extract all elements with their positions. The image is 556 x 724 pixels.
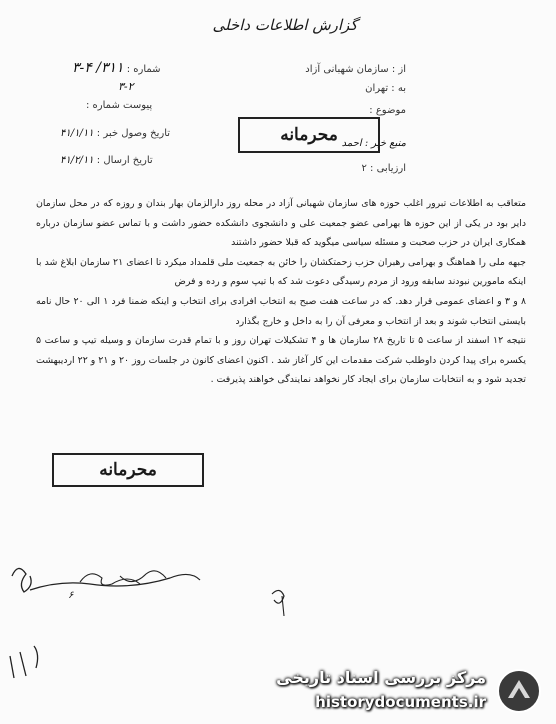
to-field <box>365 83 406 94</box>
confidential-stamp-bottom: محرمانه <box>52 453 204 487</box>
subject-label: موضوع : <box>369 105 406 116</box>
report-date-label: تاریخ وصول خبر : <box>96 128 171 139</box>
number-sub: ۳-۲ <box>118 80 134 93</box>
watermark-name: مرکز بررسی اسناد تاریخی <box>276 668 486 687</box>
body-paragraph: نتیجه ۱۲ اسفند از ساعت ۵ تا تاریخ ۲۸ سازمان ها و ۴ تشکیلات تهران روز و با تمام قدرت سازمان و وسیله تیپ و ساعت ۵ یکسره برای پیدا کردن داوطلب شرکت مقدمات این کار آغاز شد . اکنون اعضای کانون در جلسات روز ۲۰ و ۲۱ و ۲۲ اردیبهشت تجدید شود و به انتخابات سازمان برای ایجاد کار نخواهد نمایندگی خواهند پذیرفت . <box>36 335 527 386</box>
report-title: گزارش اطلاعات داخلی <box>212 16 358 34</box>
evaluation-field <box>362 163 407 174</box>
handwritten-signatures <box>0 560 556 680</box>
send-date-field <box>60 155 153 166</box>
send-date-label: تاریخ ارسال : <box>96 155 153 166</box>
source-label: منبع خبر : احمد <box>341 138 406 149</box>
confidential-stamp-top: محرمانه <box>238 117 380 153</box>
margin-note: ۶ <box>68 590 74 601</box>
report-date-value: ۴۱/۱/۱۱ <box>60 128 94 139</box>
from-label: از : سازمان شهبانی آزاد <box>305 64 406 75</box>
send-date-value: ۴۱/۲/۱۱ <box>60 155 94 166</box>
number-value: ۳۱۱/ ۴-۳ <box>72 60 124 76</box>
attachment-field <box>86 100 152 111</box>
number-field <box>72 60 161 76</box>
subject-field <box>369 105 406 116</box>
from-field <box>305 64 406 75</box>
evaluation-label: ارزیابی : ۲ <box>361 163 406 174</box>
number-label: شماره : <box>126 64 161 75</box>
to-label: به : تهران <box>365 83 406 94</box>
body-paragraph: متعاقب به اطلاعات تبرور اغلب حوزه های سازمان شهبانی آزاد در محله روز دارالزمان بهار بندان و روزه که در محل سازمان دایر بود در یکی از این حوزه ها بهرامی عضو جمعیت علی و دانشجوی دانشکده حضور داشت و با تماس عضو سازمان درباره همکاری ایران در حزب صحبت و مسئله سیاسی میگوید که قبلا حضور داشتند <box>36 198 526 249</box>
body-paragraph: ۸ و ۳ و اعضای عمومی قرار دهد. که در ساعت هفت صبح به انتخاب افرادی برای انتخاب و اینکه ضمنا فرد ۱ الی ۲۰ حال نامه بایستی انتخاب شوند و بعد از انتخاب و معرفی آن را به داخل و خارج بگذارد <box>36 295 527 327</box>
watermark-url: historydocuments.ir <box>315 693 486 711</box>
body-paragraph: جبهه ملی را هماهنگ و بهرامی رهبران حزب زحمتکشان را خائن به جمعیت ملی قلمداد میکرد تا اعضای ۲۱ سازمان ابلاغ شد با اینکه مامورین نبودند سابقه ورود از مردم رسیدگی دعوت شد که با تیپ سوم و رده و فرض <box>36 256 526 288</box>
report-body <box>36 194 526 390</box>
report-date-field <box>60 128 170 139</box>
archive-logo-icon <box>496 668 542 714</box>
attachment-label: پیوست شماره : <box>86 100 153 111</box>
